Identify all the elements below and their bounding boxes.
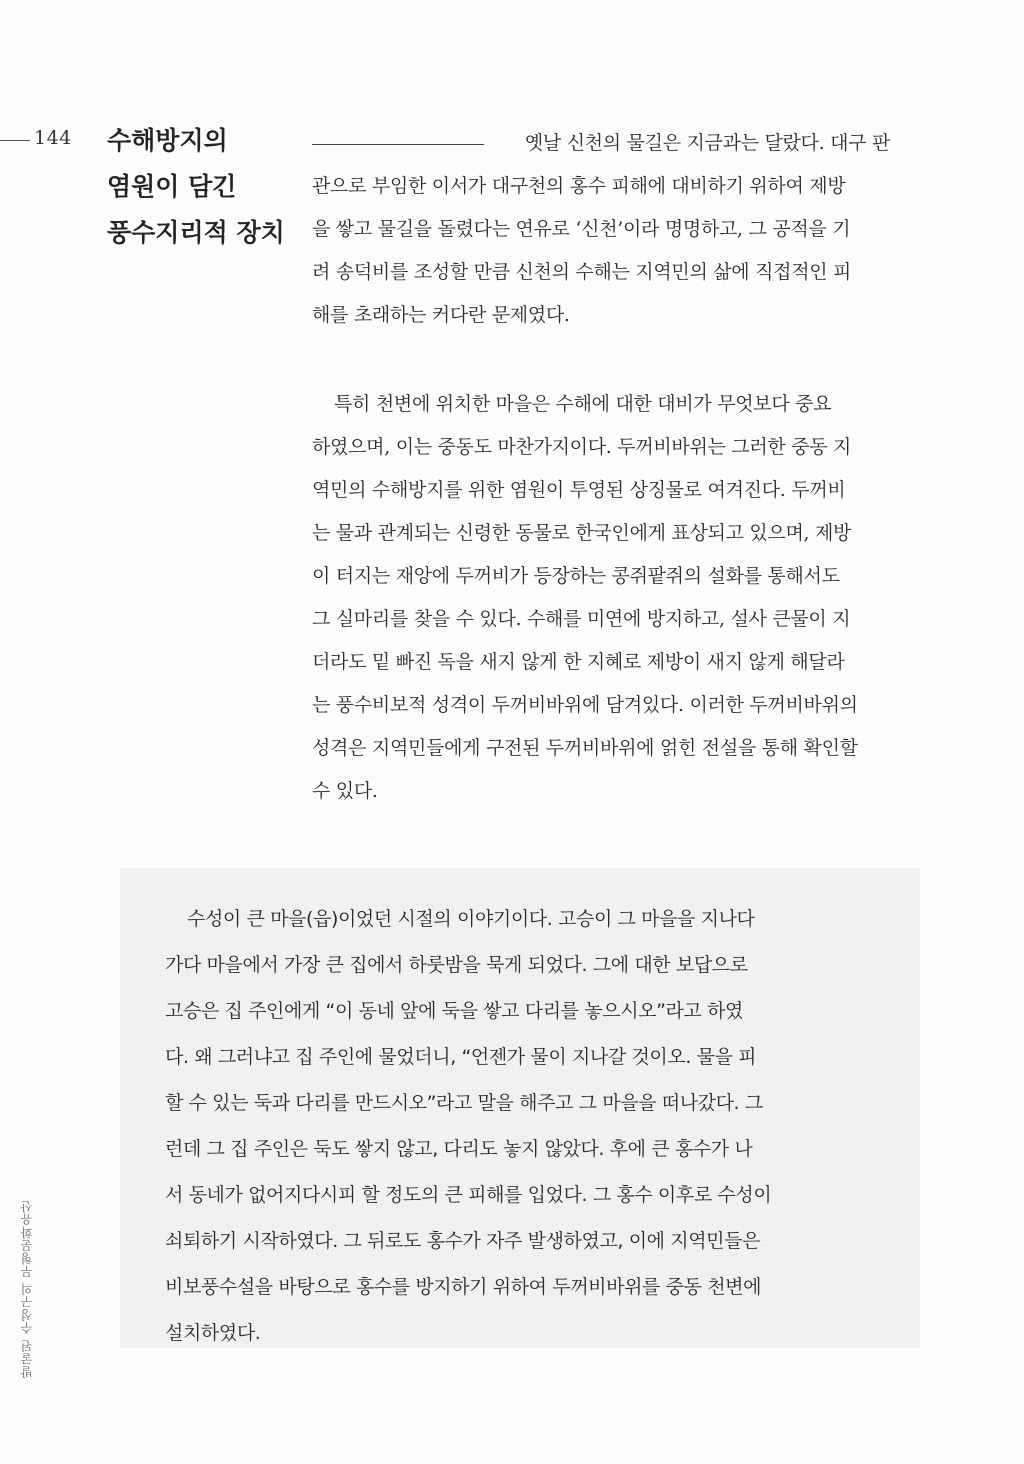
legend-line-text: 수성이 큰 마을(읍)이었던 시절의 이야기이다. 고승이 그 마을을 지나다 [187,908,755,930]
paragraph-line: 이 터지는 재앙에 두꺼비가 등장하는 콩쥐팥쥐의 설화를 통해서도 [312,565,840,587]
paragraph-line-text: 특히 천변에 위치한 마을은 수해에 대한 대비가 무엇보다 중요 [334,393,832,415]
paragraph-line: 그 실마리를 찾을 수 있다. 수해를 미연에 방지하고, 설사 큰물이 지 [312,608,851,630]
body-paragraph-2 [312,383,890,813]
paragraph-line: 관으로 부임한 이서가 대구천의 홍수 피해에 대비하기 위하여 제방 [312,175,846,197]
side-running-title: 발굴된 수성구의 무형문화유산 [20,1199,34,1378]
page-number-rule [0,140,30,141]
legend-line: 설치하였다. [165,1322,261,1344]
paragraph-line: 해를 초래하는 커다란 문제였다. [312,304,570,326]
paragraph-line: 하였으며, 이는 중동도 마찬가지이다. 두꺼비바위는 그러한 중동 지 [312,436,852,458]
paragraph-line: 성격은 지역민들에게 구전된 두꺼비바위에 얽힌 전설을 통해 확인할 [312,737,858,759]
legend-text [165,896,837,1356]
paragraph-line: 는 물과 관계되는 신령한 동물로 한국인에게 표상되고 있으며, 제방 [312,522,852,544]
paragraph-line: 옛날 신천의 물길은 지금과는 달랐다. 대구 판 [524,132,890,154]
legend-line: 비보풍수설을 바탕으로 홍수를 방지하기 위하여 두꺼비바위를 중동 천변에 [165,1276,762,1298]
legend-line: 가다 마을에서 가장 큰 집에서 하룻밤을 묵게 되었다. 그에 대한 보답으로 [165,954,748,976]
section-title-line: 염원이 담긴 [107,172,237,201]
legend-line: 고승은 집 주인에게 “이 동네 앞에 둑을 쌓고 다리를 놓으시오”라고 하였 [165,1000,743,1022]
legend-line: 런데 그 집 주인은 둑도 쌓지 않고, 다리도 놓지 않았다. 후에 큰 홍수가 나 [165,1138,753,1160]
paragraph-line: 을 쌓고 물길을 돌렸다는 연유로 ‘신천’이라 명명하고, 그 공적을 기 [312,218,851,240]
body-paragraph-1 [312,122,890,337]
page-number: 144 [34,127,72,149]
paragraph-line: 려 송덕비를 조성할 만큼 신천의 수해는 지역민의 삶에 직접적인 피 [312,261,852,283]
paragraph-line: 역민의 수해방지를 위한 염원이 투영된 상징물로 여겨진다. 두꺼비 [312,479,846,501]
legend-line: 다. 왜 그러냐고 집 주인에 물었더니, “언젠가 물이 지나갈 것이오. 물을 피 [165,1046,757,1068]
section-title-line: 풍수지리적 장치 [107,218,285,247]
section-title-line: 수해방지의 [107,126,228,155]
legend-line: 쇠퇴하기 시작하였다. 그 뒤로도 홍수가 자주 발생하였고, 이에 지역민들은 [165,1230,761,1252]
section-title [107,118,307,256]
legend-line: 할 수 있는 둑과 다리를 만드시오”라고 말을 해주고 그 마을을 떠나갔다. 그 [165,1092,763,1114]
paragraph-line: 더라도 밑 빠진 독을 새지 않게 한 지혜로 제방이 새지 않게 해달라 [312,651,845,673]
legend-line: 서 동네가 없어지다시피 할 정도의 큰 피해를 입었다. 그 홍수 이후로 수성이 [165,1184,772,1206]
paragraph-line: 는 풍수비보적 성격이 두꺼비바위에 담겨있다. 이러한 두꺼비바위의 [312,694,858,716]
paragraph-line: 수 있다. [312,780,378,802]
legend-line [165,896,837,942]
paragraph-line [312,383,890,426]
